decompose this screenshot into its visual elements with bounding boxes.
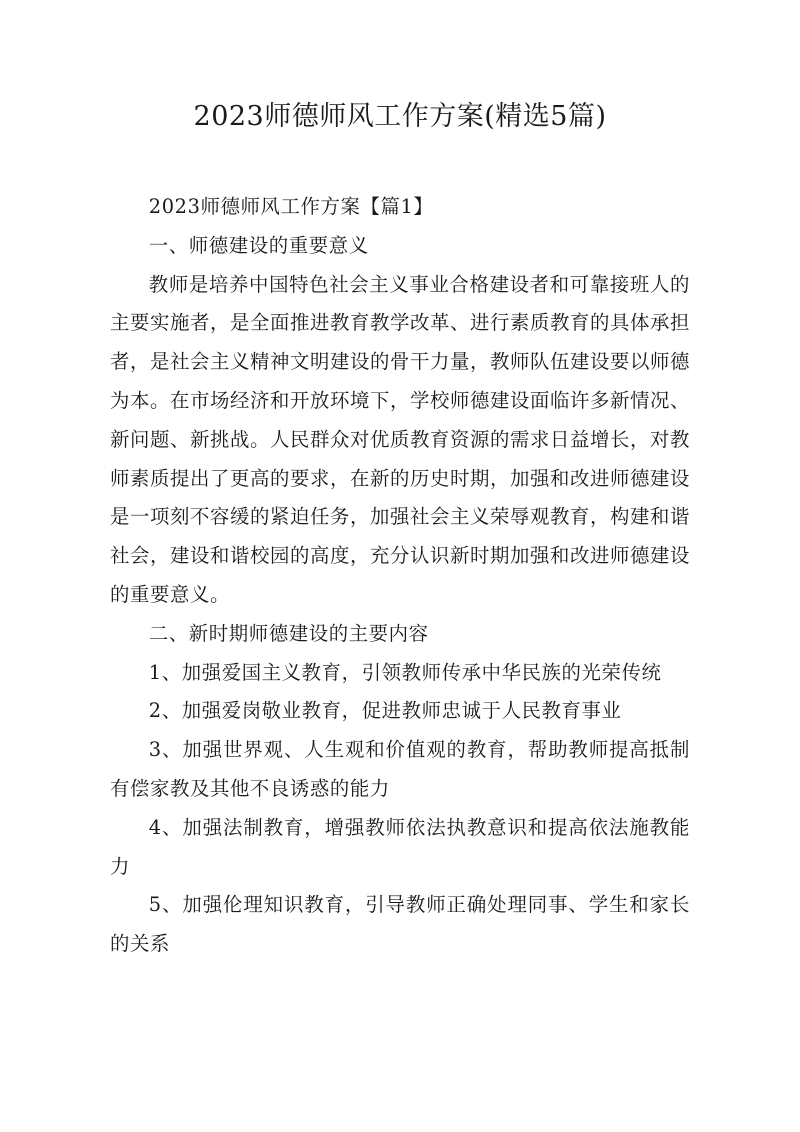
list-item-4: 4、加强法制教育，增强教师依法执教意识和提高依法施教能力 (110, 815, 690, 878)
list-item-2: 2、加强爱岗敬业教育，促进教师忠诚于人民教育事业 (148, 699, 622, 723)
section-heading-main-content: 二、新时期师德建设的主要内容 (148, 621, 429, 645)
document-body (110, 188, 690, 964)
document-title: 2023师德师风工作方案(精选5篇) (193, 101, 607, 132)
section-heading-importance: 一、师德建设的重要意义 (148, 233, 369, 257)
list-item-3: 3、加强世界观、人生观和价值观的教育，帮助教师提高抵制有偿家教及其他不良诱惑的能力 (110, 738, 690, 800)
body-paragraph: 教师是培养中国特色社会主义事业合格建设者和可靠接班人的主要实施者，是全面推进教育教学改革、进行素质教育的具体承担者，是社会主义精神文明建设的骨干力量，教师队伍建设要以师德为本。在市场经济和开放环境下，学校师德建设面临许多新情况、新问题、新挑战。人民群众对优质教育资源的需求日益增长，对教师素质提出了更高的要求，在新的历史时期，加强和改进师德建设是一项刻不容缓的紧迫任务，加强社会主义荣辱观教育，构建和谐社会，建设和谐校园的高度，充分认识新时期加强和改进师德建设的重要意义。 (110, 272, 690, 606)
list-item-1: 1、加强爱国主义教育，引领教师传承中华民族的光荣传统 (148, 660, 662, 684)
section-heading-article-1: 2023师德师风工作方案【篇1】 (148, 195, 434, 218)
list-item-5: 5、加强伦理知识教育，引导教师正确处理同事、学生和家长的关系 (110, 893, 690, 956)
